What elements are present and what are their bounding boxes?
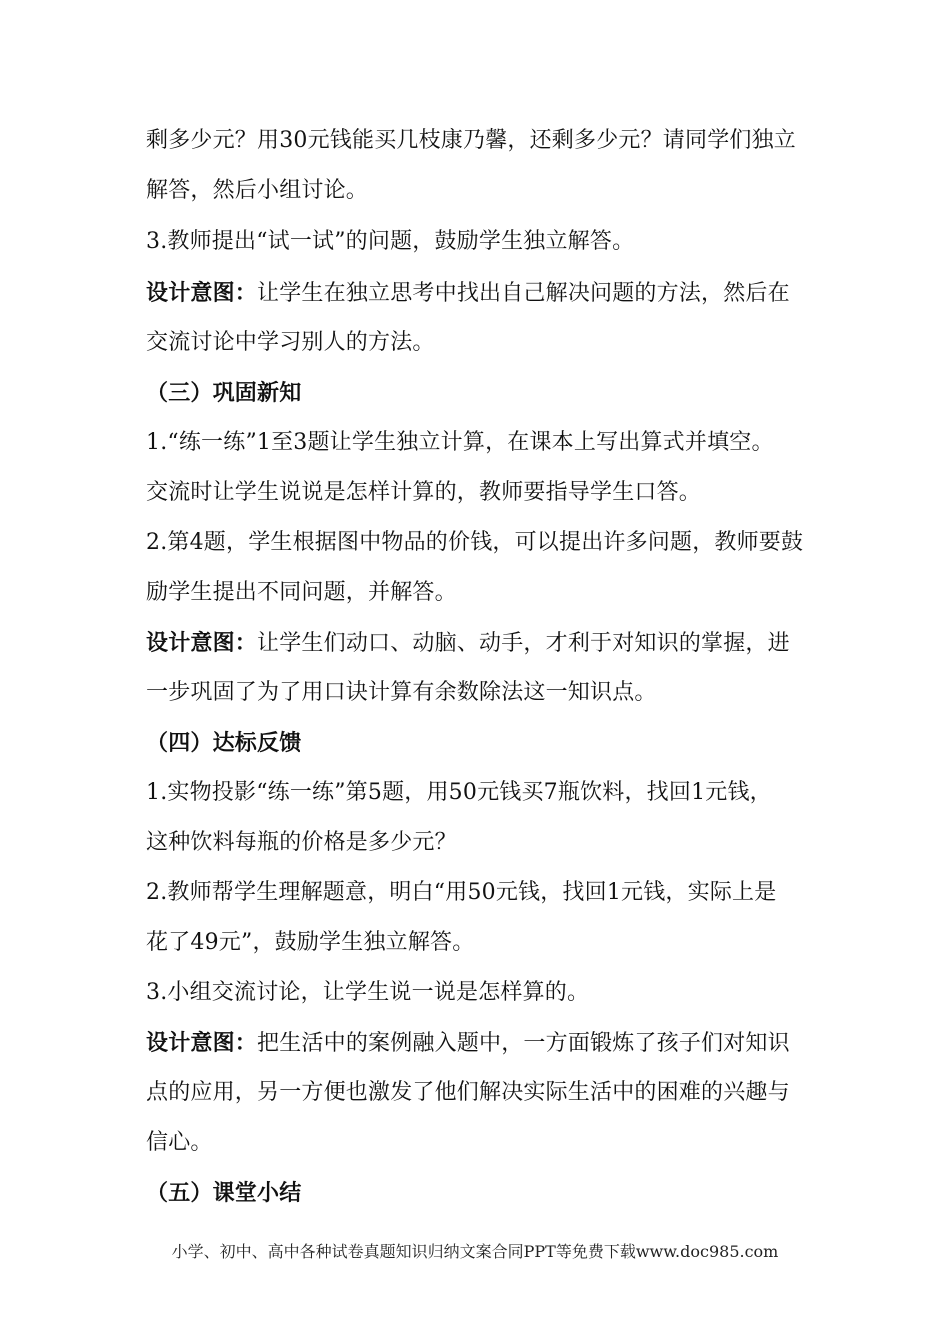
design-intent-line [146,1028,836,1059]
paragraph-line: 交流讨论中学习别人的方法。 [146,330,435,355]
design-intent-text: 把生活中的案例融入题中，一方面锻炼了孩子们对知识 [257,1031,790,1056]
paragraph-line: 一步巩固了为了用口诀计算有余数除法这一知识点。 [146,680,657,705]
section-heading: （三）巩固新知 [146,380,302,406]
paragraph-line: 1.“练一练”1至3题让学生独立计算，在课本上写出算式并填空。 [146,430,774,455]
paragraph-line: 2.第4题，学生根据图中物品的价钱，可以提出许多问题，教师要鼓 [146,530,804,555]
paragraph-line: 1.实物投影“练一练”第5题，用50元钱买7瓶饮料，找回1元钱， [146,780,772,805]
paragraph-line: 花了49元”，鼓励学生独立解答。 [146,930,475,955]
design-intent-label: 设计意图： [146,1030,258,1056]
page-footer: 小学、初中、高中各种试卷真题知识归纳文案合同PPT等免费下载www.doc985.com [171,1242,779,1261]
design-intent-label: 设计意图： [146,630,258,656]
design-intent-line [146,628,836,659]
section-heading: （五）课堂小结 [146,1180,302,1206]
paragraph-line: 解答，然后小组讨论。 [146,178,369,203]
paragraph-line: 3.教师提出“试一试”的问题，鼓励学生独立解答。 [146,229,635,254]
paragraph-line: 这种饮料每瓶的价格是多少元？ [146,830,457,855]
section-heading: （四）达标反馈 [146,730,302,756]
paragraph-line: 2.教师帮学生理解题意，明白“用50元钱，找回1元钱，实际上是 [146,880,777,905]
paragraph-line: 3.小组交流讨论，让学生说一说是怎样算的。 [146,980,590,1005]
design-intent-line [146,278,836,309]
paragraph-line: 励学生提出不同问题，并解答。 [146,580,457,605]
paragraph-line: 剩多少元？用30元钱能买几枝康乃馨，还剩多少元？请同学们独立 [146,128,796,153]
paragraph-line: 点的应用，另一方便也激发了他们解决实际生活中的困难的兴趣与 [146,1080,790,1105]
paragraph-line: 交流时让学生说说是怎样计算的，教师要指导学生口答。 [146,480,702,505]
design-intent-text: 让学生们动口、动脑、动手，才利于对知识的掌握，进 [257,631,790,656]
paragraph-line: 信心。 [146,1130,213,1155]
design-intent-text: 让学生在独立思考中找出自己解决问题的方法，然后在 [257,281,790,306]
design-intent-label: 设计意图： [146,280,258,306]
